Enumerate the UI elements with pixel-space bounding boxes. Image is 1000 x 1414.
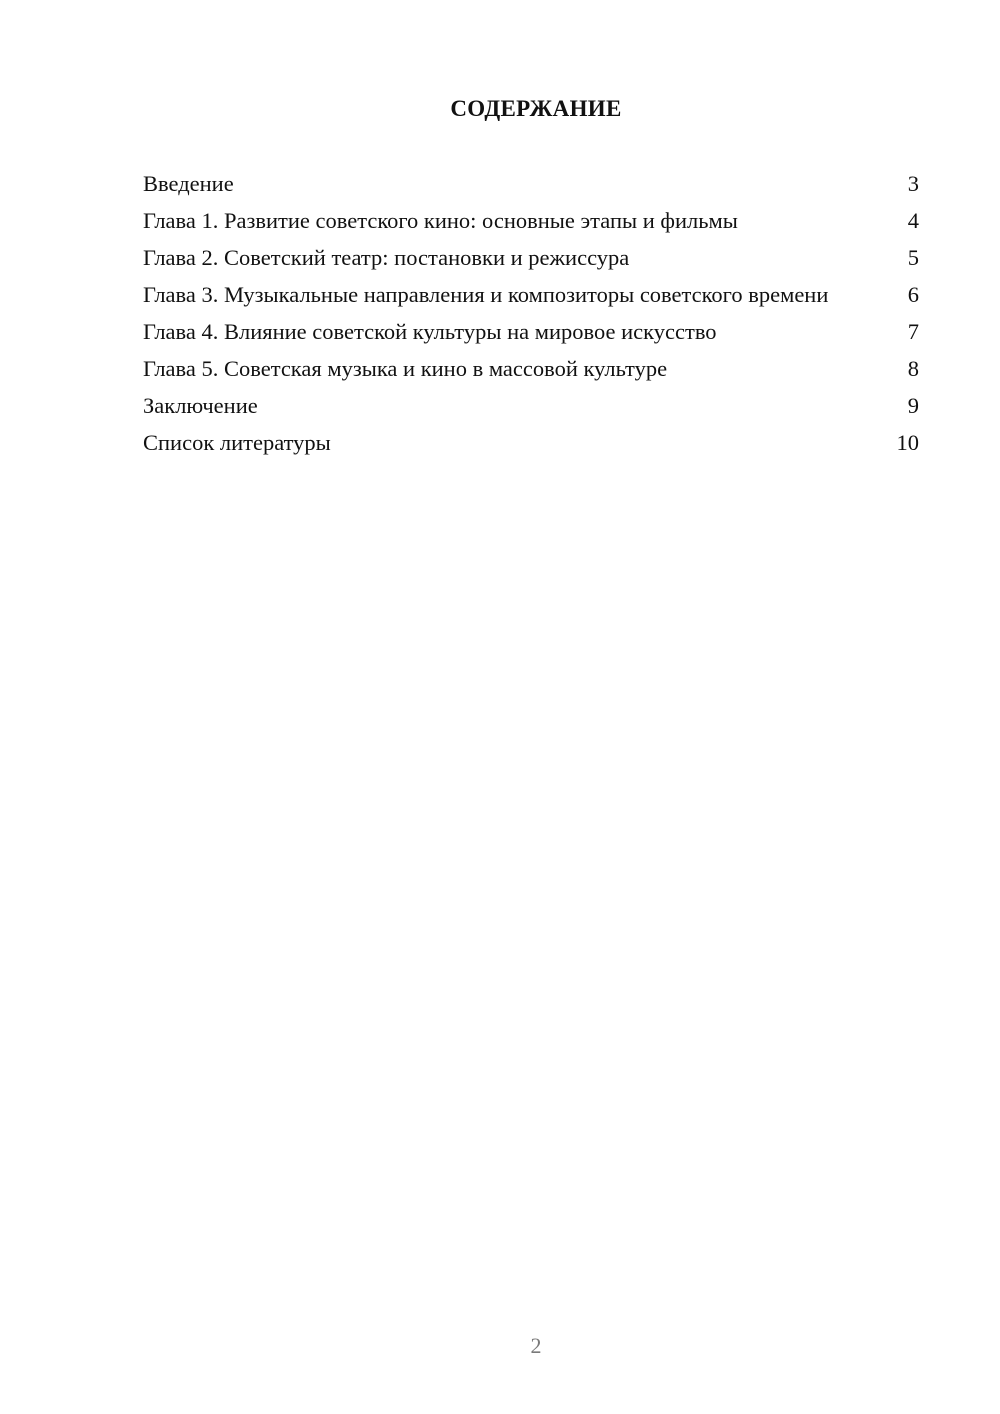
toc-entry-page: 7 [907,319,919,344]
table-of-contents [143,170,919,466]
toc-entry-chapter-5 [143,355,919,382]
toc-entry-page: 6 [907,282,919,307]
toc-entry-label: Глава 2. Советский театр: постановки и режиссура [143,245,630,270]
toc-entry-page: 8 [907,356,919,381]
toc-entry-label: Заключение [143,393,258,418]
toc-entry-label: Глава 4. Влияние советской культуры на мировое искусство [143,319,717,344]
toc-entry-conclusion [143,392,919,419]
toc-entry-page: 10 [896,430,919,455]
toc-entry-label: Введение [143,171,234,196]
toc-entry-chapter-4 [143,318,919,345]
toc-entry-label: Глава 1. Развитие советского кино: основные этапы и фильмы [143,208,738,233]
toc-entry-introduction [143,170,919,197]
toc-entry-label: Глава 3. Музыкальные направления и композиторы советского времени [143,282,829,307]
toc-entry-chapter-1 [143,207,919,234]
toc-entry-chapter-3 [143,281,919,308]
toc-entry-chapter-2 [143,244,919,271]
toc-entry-page: 4 [907,208,919,233]
page-title: СОДЕРЖАНИЕ [450,96,622,121]
page-number: 2 [530,1333,542,1358]
toc-entry-page: 5 [907,245,919,270]
toc-entry-label: Список литературы [143,430,331,455]
toc-entry-page: 3 [907,171,919,196]
toc-entry-label: Глава 5. Советская музыка и кино в массовой культуре [143,356,668,381]
toc-entry-bibliography [143,429,919,456]
toc-entry-page: 9 [907,393,919,418]
